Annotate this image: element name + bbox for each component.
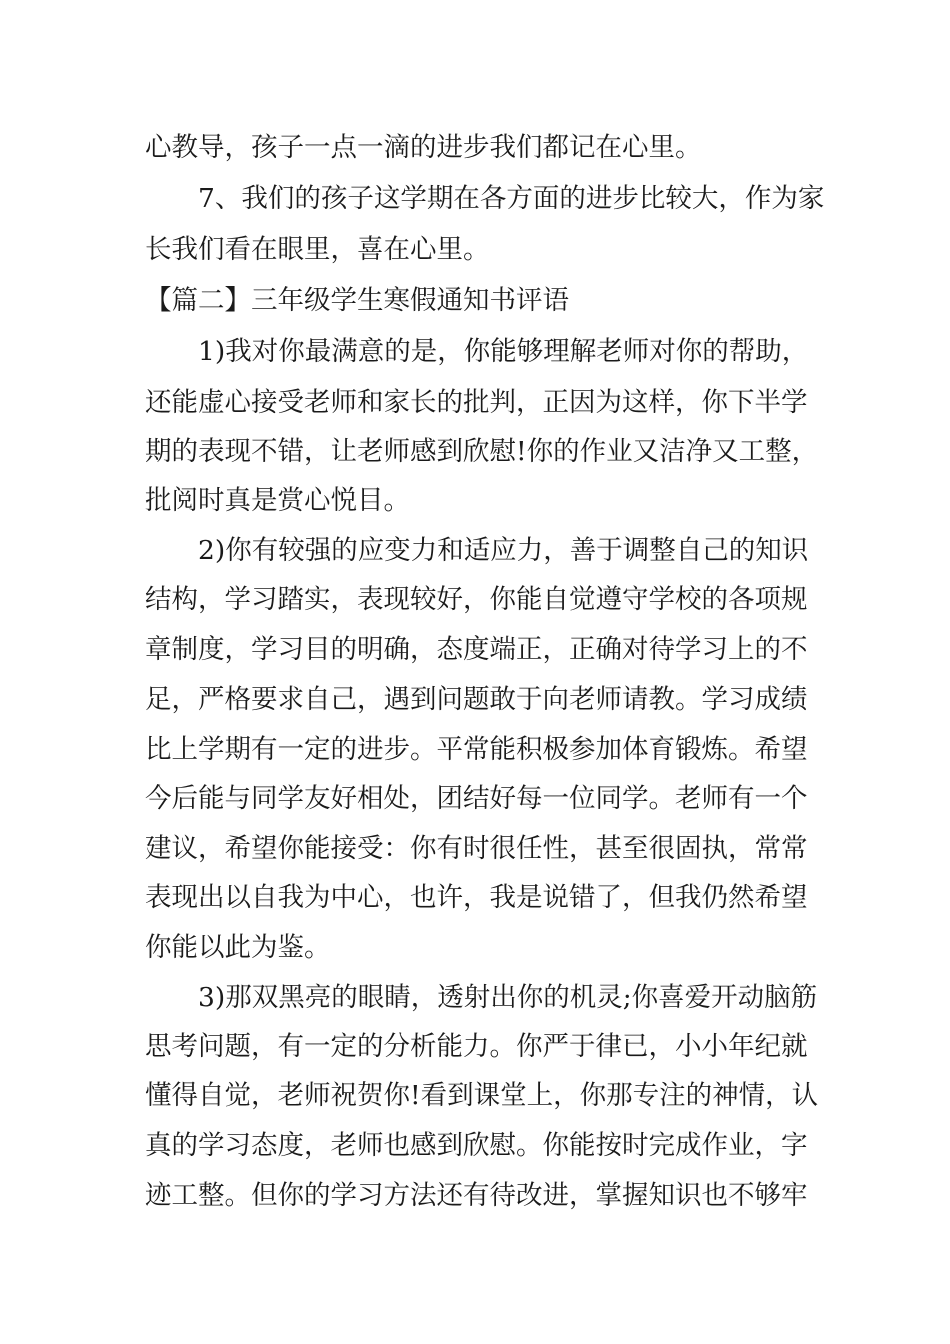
text-line: 章制度，学习目的明确，态度端正，正确对待学习上的不: [145, 634, 808, 665]
text-line: 7、我们的孩子这学期在各方面的进步比较大，作为家: [198, 183, 825, 214]
text-line: 1)我对你最满意的是，你能够理解老师对你的帮助，: [198, 336, 809, 367]
text-line: 还能虚心接受老师和家长的批判，正因为这样，你下半学: [145, 387, 808, 418]
text-line: 足，严格要求自己，遇到问题敢于向老师请教。学习成绩: [145, 684, 808, 715]
text-line: 结构，学习踏实，表现较好，你能自觉遵守学校的各项规: [145, 584, 808, 615]
text-line: 迹工整。但你的学习方法还有待改进，掌握知识也不够牢: [145, 1180, 808, 1211]
text-line: 思考问题，有一定的分析能力。你严于律已，小小年纪就: [145, 1031, 808, 1062]
text-line: 2)你有较强的应变力和适应力，善于调整自己的知识: [198, 535, 809, 566]
text-line: 懂得自觉，老师祝贺你!看到课堂上，你那专注的神情，认: [145, 1080, 819, 1111]
text-line: 心教导，孩子一点一滴的进步我们都记在心里。: [145, 132, 702, 163]
text-line: 批阅时真是赏心悦目。: [145, 485, 410, 516]
text-line: 表现出以自我为中心，也许，我是说错了，但我仍然希望: [145, 882, 808, 913]
text-line: 期的表现不错，让老师感到欣慰!你的作业又洁净又工整，: [145, 436, 819, 467]
section-heading: 【篇二】三年级学生寒假通知书评语: [145, 285, 569, 316]
text-line: 比上学期有一定的进步。平常能积极参加体育锻炼。希望: [145, 734, 808, 765]
text-line: 你能以此为鉴。: [145, 932, 331, 963]
text-line: 建议，希望你能接受：你有时很任性，甚至很固执，常常: [145, 833, 808, 864]
text-line: 今后能与同学友好相处，团结好每一位同学。老师有一个: [145, 783, 808, 814]
text-line: 长我们看在眼里，喜在心里。: [145, 234, 490, 265]
text-line: 真的学习态度，老师也感到欣慰。你能按时完成作业，字: [145, 1130, 808, 1161]
text-line: 3)那双黑亮的眼睛，透射出你的机灵;你喜爱开动脑筋: [198, 982, 818, 1013]
